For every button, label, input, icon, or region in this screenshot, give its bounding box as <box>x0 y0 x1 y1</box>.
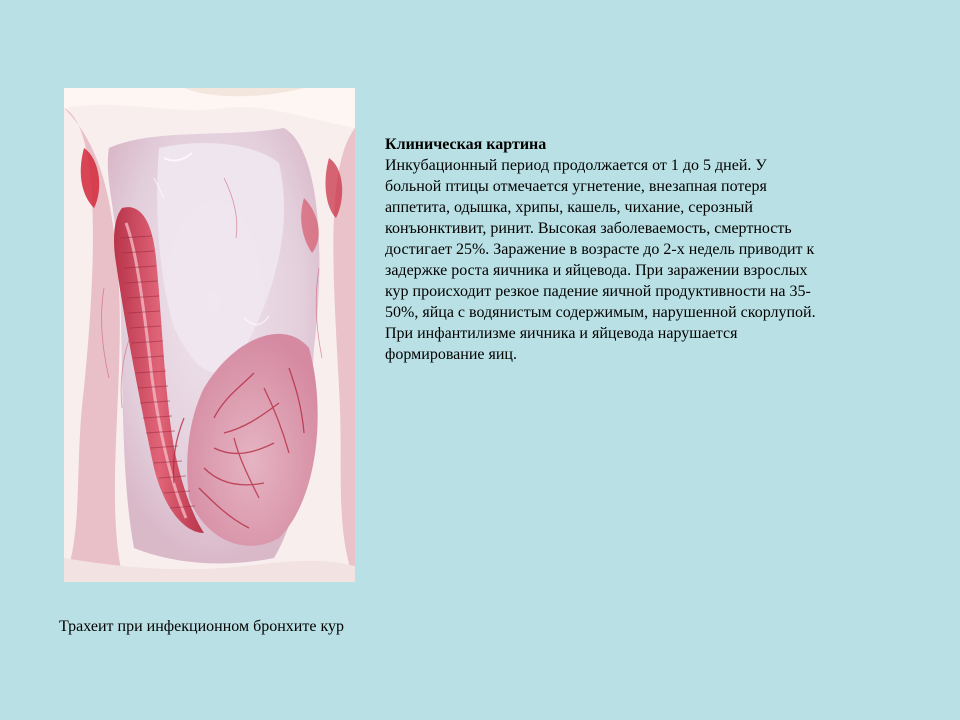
description-title: Клиническая картина <box>385 136 547 153</box>
description-block <box>385 134 915 365</box>
description-body: Инкубационный период продолжается от 1 до 5 дней. У больной птицы отмечается угнетение, внезапная потеря аппетита, одышка, хрипы, кашель, чихание, серозный конъюнктивит, ринит. Высокая заболеваемость, смертность достигает 25%. Заражение в возрасте до 2-х недель приводит к задержке роста яичника и яйцевода. При заражении взрослых кур происходит резкое падение яичной продуктивности на 35- 50%, яйца с водянистым содержимым, нарушенной скорлупой. При инфантилизме яичника и яйцевода нарушается формирование яиц. <box>385 157 816 363</box>
tissue-photo <box>64 88 355 582</box>
tissue-photo-icon <box>64 88 355 582</box>
photo-caption: Трахеит при инфекционном бронхите кур <box>59 618 344 635</box>
